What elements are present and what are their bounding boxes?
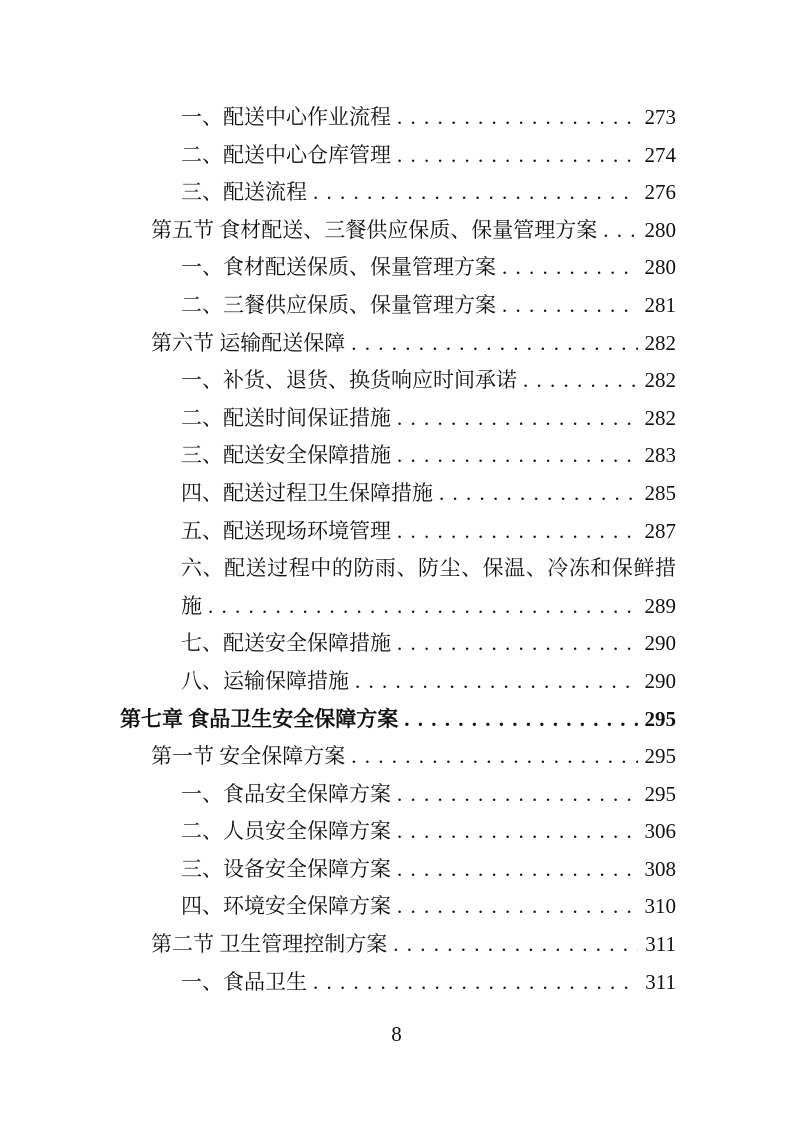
toc-entry[interactable] (120, 888, 676, 926)
toc-leader-dots (496, 287, 638, 325)
toc-entry-title: 第一节 安全保障方案 (151, 744, 346, 769)
toc-entry-title: 第七章 食品卫生安全保障方案 (120, 706, 399, 731)
toc-entry-title: 三、设备安全保障方案 (181, 856, 391, 881)
toc-entry[interactable] (120, 926, 676, 964)
toc-leader-dots (391, 813, 638, 851)
toc-leader-dots (398, 701, 637, 739)
toc-page-number: 274 (644, 142, 676, 167)
toc-page-number: 282 (644, 330, 676, 355)
toc-page-number: 290 (644, 631, 676, 656)
toc-entry-title: 一、食材配送保质、保量管理方案 (181, 255, 496, 280)
toc-entry[interactable] (120, 588, 676, 626)
toc-page-number: 295 (644, 706, 676, 731)
toc-entry-title: 一、补货、退货、换货响应时间承诺 (181, 368, 517, 393)
toc-page-number: 295 (644, 781, 676, 806)
toc-leader-dots (202, 588, 638, 626)
toc-entry[interactable] (120, 362, 676, 400)
toc-leader-dots (391, 513, 638, 551)
toc-entry[interactable] (120, 475, 676, 513)
toc-leader-dots (496, 249, 638, 287)
toc-leader-dots (391, 99, 638, 137)
toc-page-number: 276 (644, 180, 676, 205)
toc-page-number: 280 (644, 217, 676, 242)
toc-leader-dots (391, 776, 638, 814)
toc-leader-dots (391, 851, 638, 889)
toc-page-number: 282 (644, 368, 676, 393)
toc-entry[interactable] (120, 325, 676, 363)
toc-page-number: 311 (645, 969, 676, 994)
toc-entry-title: 一、食品卫生 (181, 969, 307, 994)
toc-leader-dots (391, 400, 638, 438)
toc-leader-dots (307, 964, 638, 1002)
toc-leader-dots (345, 738, 637, 776)
toc-leader-dots (345, 325, 637, 363)
toc-entry[interactable] (120, 550, 676, 588)
toc-entry-title: 第二节 卫生管理控制方案 (151, 932, 388, 957)
toc-entry-title: 八、运输保障措施 (181, 668, 349, 693)
toc-entry[interactable] (120, 964, 676, 1002)
page-footer (0, 1022, 793, 1047)
toc-page-number: 285 (644, 480, 676, 505)
toc-leader-dots (517, 362, 638, 400)
toc-page-number: 290 (644, 668, 676, 693)
toc-entry[interactable] (120, 137, 676, 175)
toc-entry-title: 第六节 运输配送保障 (151, 330, 346, 355)
toc-entry[interactable] (120, 813, 676, 851)
toc-leader-dots (391, 625, 638, 663)
toc-leader-dots (597, 212, 637, 250)
toc-entry-title: 二、配送时间保证措施 (181, 405, 391, 430)
table-of-contents (120, 99, 676, 1001)
toc-entry-title: 四、环境安全保障方案 (181, 894, 391, 919)
toc-leader-dots (433, 475, 638, 513)
toc-entry-title: 二、三餐供应保质、保量管理方案 (181, 292, 496, 317)
toc-entry-title: 施 (181, 593, 202, 618)
toc-entry[interactable] (120, 738, 676, 776)
toc-page-number: 308 (644, 856, 676, 881)
toc-entry-title: 一、食品安全保障方案 (181, 781, 391, 806)
toc-entry-title: 六、配送过程中的防雨、防尘、保温、冷冻和保鲜措 (181, 556, 676, 581)
toc-entry-title: 三、配送安全保障措施 (181, 443, 391, 468)
toc-entry[interactable] (120, 625, 676, 663)
toc-page-number: 295 (644, 744, 676, 769)
toc-entry[interactable] (120, 99, 676, 137)
toc-entry-title: 三、配送流程 (181, 180, 307, 205)
toc-entry-title: 二、人员安全保障方案 (181, 819, 391, 844)
toc-entry[interactable] (120, 663, 676, 701)
toc-entry[interactable] (120, 513, 676, 551)
toc-page-number: 289 (644, 593, 676, 618)
toc-entry-title: 第五节 食材配送、三餐供应保质、保量管理方案 (151, 217, 598, 242)
toc-entry[interactable] (120, 701, 676, 739)
page-number: 8 (391, 1022, 402, 1046)
toc-leader-dots (387, 926, 638, 964)
toc-entry[interactable] (120, 437, 676, 475)
toc-entry[interactable] (120, 776, 676, 814)
toc-entry-title: 四、配送过程卫生保障措施 (181, 480, 433, 505)
toc-leader-dots (391, 888, 638, 926)
toc-leader-dots (349, 663, 638, 701)
toc-page-number: 310 (644, 894, 676, 919)
toc-page-number: 273 (644, 105, 676, 129)
toc-entry[interactable] (120, 287, 676, 325)
toc-page-number: 283 (644, 443, 676, 468)
toc-entry-title: 五、配送现场环境管理 (181, 518, 391, 543)
toc-leader-dots (307, 174, 638, 212)
toc-entry-title: 一、配送中心作业流程 (181, 105, 391, 129)
toc-page-number: 280 (644, 255, 676, 280)
toc-leader-dots (391, 437, 638, 475)
toc-entry[interactable] (120, 212, 676, 250)
toc-page-number: 306 (644, 819, 676, 844)
toc-page-number: 282 (644, 405, 676, 430)
toc-entry[interactable] (120, 249, 676, 287)
toc-entry-title: 七、配送安全保障措施 (181, 631, 391, 656)
toc-entry[interactable] (120, 400, 676, 438)
toc-page-number: 287 (644, 518, 676, 543)
toc-page-number: 311 (645, 932, 676, 957)
toc-page-number: 281 (644, 292, 676, 317)
toc-leader-dots (391, 137, 638, 175)
toc-entry[interactable] (120, 174, 676, 212)
toc-entry[interactable] (120, 851, 676, 889)
toc-entry-title: 二、配送中心仓库管理 (181, 142, 391, 167)
